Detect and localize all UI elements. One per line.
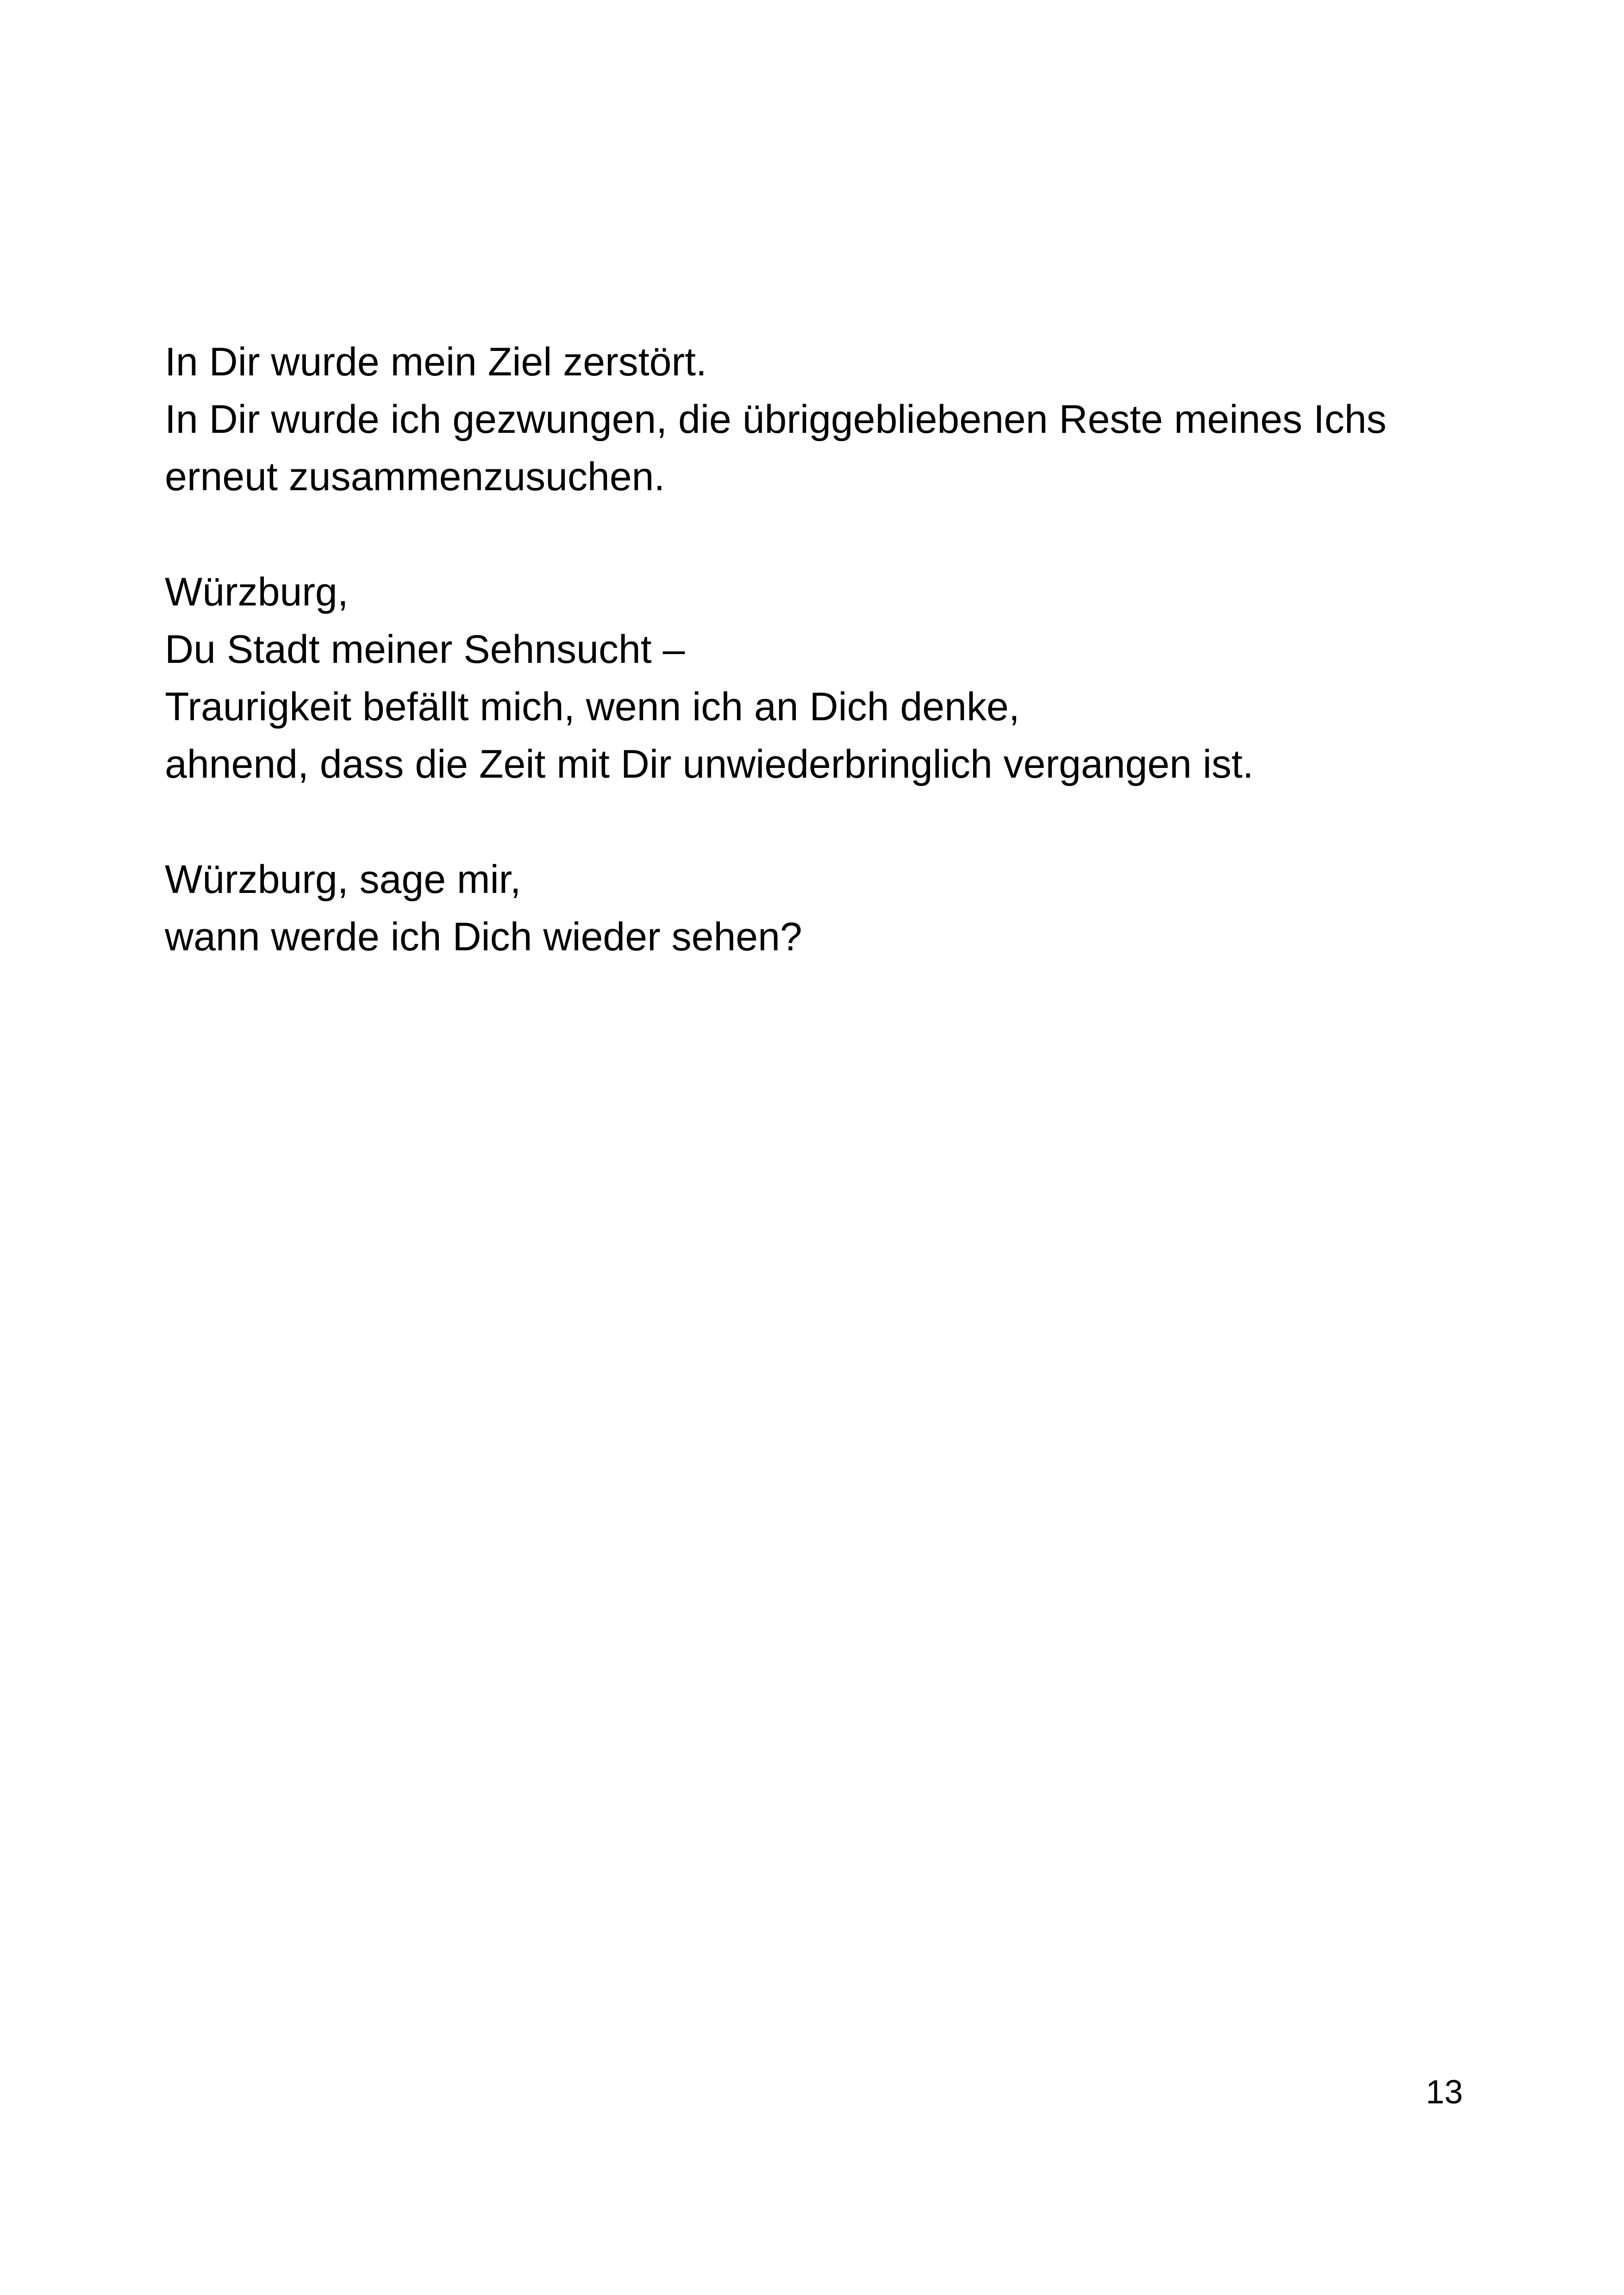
poem-line: Würzburg, [165, 570, 349, 614]
poem-line: In Dir wurde ich gezwungen, die übriggebliebenen Reste meines Ichs [165, 397, 1387, 442]
poem-line: Würzburg, sage mir, [165, 857, 521, 902]
stanza-1 [165, 333, 1507, 505]
page-number: 13 [1425, 2074, 1463, 2111]
poem-line: erneut zusammenzusuchen. [165, 455, 665, 499]
poem-line: wann werde ich Dich wieder sehen? [165, 915, 802, 959]
poem-line: Du Stadt meiner Sehnsucht – [165, 627, 685, 672]
poem-line: In Dir wurde mein Ziel zerstört. [165, 340, 707, 384]
stanza-3 [165, 851, 1507, 966]
poem-text [165, 333, 1507, 1023]
poem-line: ahnend, dass die Zeit mit Dir unwiederbringlich vergangen ist. [165, 742, 1254, 786]
stanza-2 [165, 563, 1507, 793]
poem-line: Traurigkeit befällt mich, wenn ich an Dich denke, [165, 685, 1020, 729]
